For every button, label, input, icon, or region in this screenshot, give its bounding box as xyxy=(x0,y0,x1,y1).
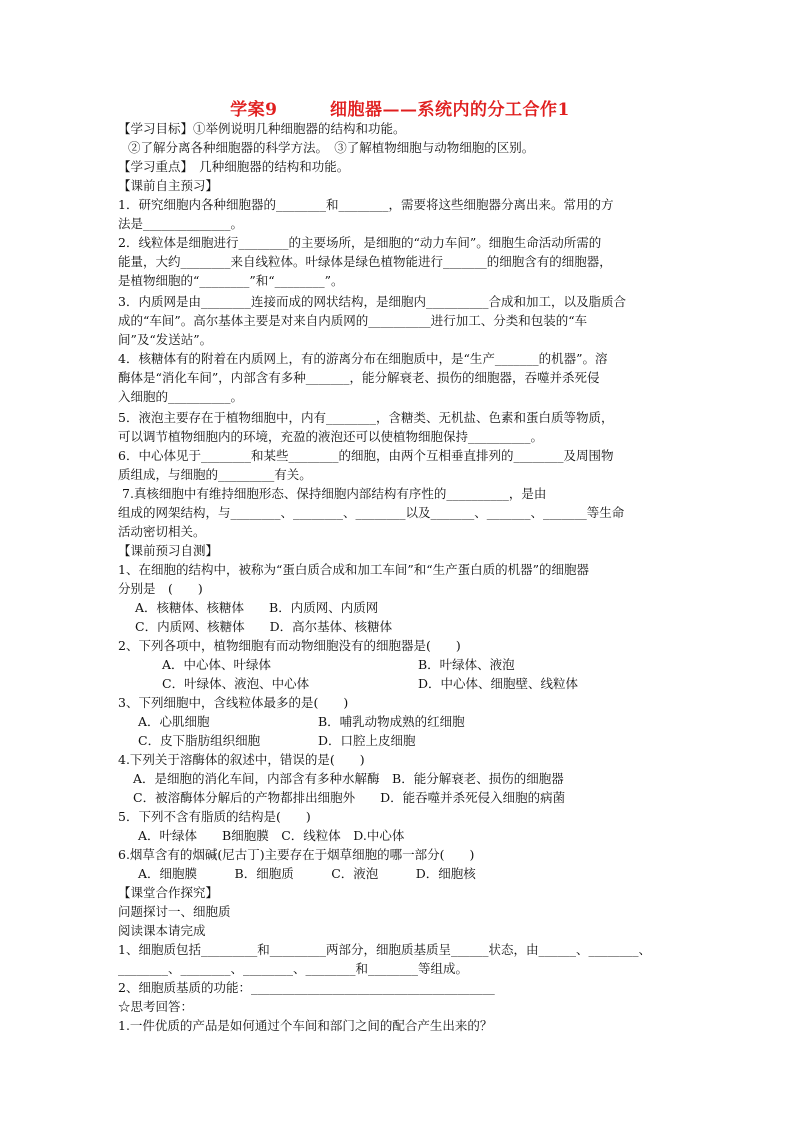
text-line: 间”及“发送站”。 xyxy=(118,332,213,347)
text-line: 6．中心体见于________和某些________的细胞，由两个互相垂直排列的________及周围物 xyxy=(118,448,614,463)
text-line: 3．内质网是由________连接而成的网状结构，是细胞内__________合成和加工，以及脂质合 xyxy=(118,294,626,309)
question-5-options: A．叶绿体 B细胞膜 C．线粒体 D.中心体 xyxy=(138,828,405,843)
text-line: 成的“车间”。高尔基体主要是对来自内质网的__________进行加工、分类和包装的“车 xyxy=(118,313,588,328)
text-line: 2．线粒体是细胞进行________的主要场所，是细胞的“动力车间”。细胞生命活动所需的 xyxy=(118,235,602,250)
text-line: 活动密切相关。 xyxy=(118,524,206,539)
question-3-option-c: C．皮下脂肪组织细胞 xyxy=(138,733,261,748)
text-line: 1.一件优质的产品是如何通过个车间和部门之间的配合产生出来的？ xyxy=(118,1018,493,1033)
text-line: 1．研究细胞内各种细胞器的________和________，需要将这些细胞器分离出来。常用的方 xyxy=(118,197,614,212)
question-3: 3、下列细胞中，含线粒体最多的是( ) xyxy=(118,695,349,710)
question-3-option-b: B．哺乳动物成熟的红细胞 xyxy=(318,714,465,729)
question-1-cont: 分别是 ( ) xyxy=(118,581,203,596)
question-2-option-d: D．中心体、细胞壁、线粒体 xyxy=(418,676,579,691)
question-2: 2、下列各项中，植物细胞有而动物细胞没有的细胞器是( ) xyxy=(118,638,461,653)
instruction-text: 阅读课本请完成 xyxy=(118,923,206,938)
question-1-options: A．核糖体、核糖体 B．内质网、内质网 xyxy=(135,600,379,615)
text-line: 是植物细胞的“________”和“________”。 xyxy=(118,273,344,288)
question-3-option-a: A．心肌细胞 xyxy=(138,714,210,729)
question-4-options: A．是细胞的消化车间，内部含有多种水解酶 B．能分解衰老、损伤的细胞器 xyxy=(133,771,564,786)
section-heading: 【课前自主预习】 xyxy=(118,178,219,193)
question-2-option-a: A．中心体、叶绿体 xyxy=(162,657,272,672)
text-line: 酶体是“消化车间”，内部含有多种_______，能分解衰老、损伤的细胞器，吞噬并杀死侵 xyxy=(118,370,600,385)
text-line: 5．液泡主要存在于植物细胞中，内有________，含糖类、无机盐、色素和蛋白质等物质， xyxy=(118,410,614,425)
text-line: 法是______________。 xyxy=(118,216,244,231)
question-1-options: C．内质网、核糖体 D．高尔基体、核糖体 xyxy=(135,619,393,634)
text-line: 1、细胞质包括_________和_________两部分，细胞质基质呈______状态，由______、________、 xyxy=(118,942,651,957)
question-6: 6.烟草含有的烟碱(尼古丁)主要存在于烟草细胞的哪一部分( ) xyxy=(118,847,475,862)
question-2-option-b: B．叶绿体、液泡 xyxy=(418,657,515,672)
question-4-options: C．被溶酶体分解后的产物都排出细胞外 D．能吞噬并杀死侵入细胞的病菌 xyxy=(133,790,566,805)
question-1: 1、在细胞的结构中，被称为“蛋白质合成和加工车间”和“生产蛋白质的机器”的细胞器 xyxy=(118,562,590,577)
think-answer-heading: ☆思考回答： xyxy=(118,999,194,1014)
learning-goal: 【学习目标】①举例说明几种细胞器的结构和功能。 xyxy=(118,121,406,136)
text-line: ________、________、________、________和________等组成。 xyxy=(118,961,469,976)
page-title: 学案9 细胞器——系统内的分工合作1 xyxy=(230,100,570,120)
subsection-heading: 问题探讨一、细胞质 xyxy=(118,904,231,919)
text-line: 4．核糖体有的附着在内质网上，有的游离分布在细胞质中，是“生产_______的机器”。溶 xyxy=(118,351,608,366)
question-5: 5．下列不含有脂质的结构是( ) xyxy=(118,809,311,824)
text-line: 质组成，与细胞的_________有关。 xyxy=(118,467,312,482)
section-heading: 【课前预习自测】 xyxy=(118,543,219,558)
text-line: 2、细胞质基质的功能：_______________________________________ xyxy=(118,980,495,995)
text-line: 可以调节植物细胞内的环境，充盈的液泡还可以使植物细胞保持__________。 xyxy=(118,429,544,444)
text-line: 能量，大约________来自线粒体。叶绿体是绿色植物能进行_______的细胞含有的细胞器， xyxy=(118,254,612,269)
learning-focus: 【学习重点】 几种细胞器的结构和功能。 xyxy=(118,159,350,174)
question-6-options: A．细胞膜 B．细胞质 C．液泡 D．细胞核 xyxy=(138,866,476,881)
text-line: 组成的网架结构，与________、________、________以及_______、_______、_______等生命 xyxy=(118,505,625,520)
question-2-option-c: C．叶绿体、液泡、中心体 xyxy=(162,676,310,691)
learning-goal-cont: ②了解分离各种细胞器的科学方法。 ③了解植物细胞与动物细胞的区别。 xyxy=(128,140,535,155)
section-heading: 【课堂合作探究】 xyxy=(118,885,219,900)
text-line: 7.真核细胞中有维持细胞形态、保持细胞内部结构有序性的__________，是由 xyxy=(122,486,547,501)
text-line: 入细胞的__________。 xyxy=(118,389,244,404)
question-4: 4.下列关于溶酶体的叙述中，错误的是( ) xyxy=(118,752,365,767)
question-3-option-d: D．口腔上皮细胞 xyxy=(318,733,416,748)
